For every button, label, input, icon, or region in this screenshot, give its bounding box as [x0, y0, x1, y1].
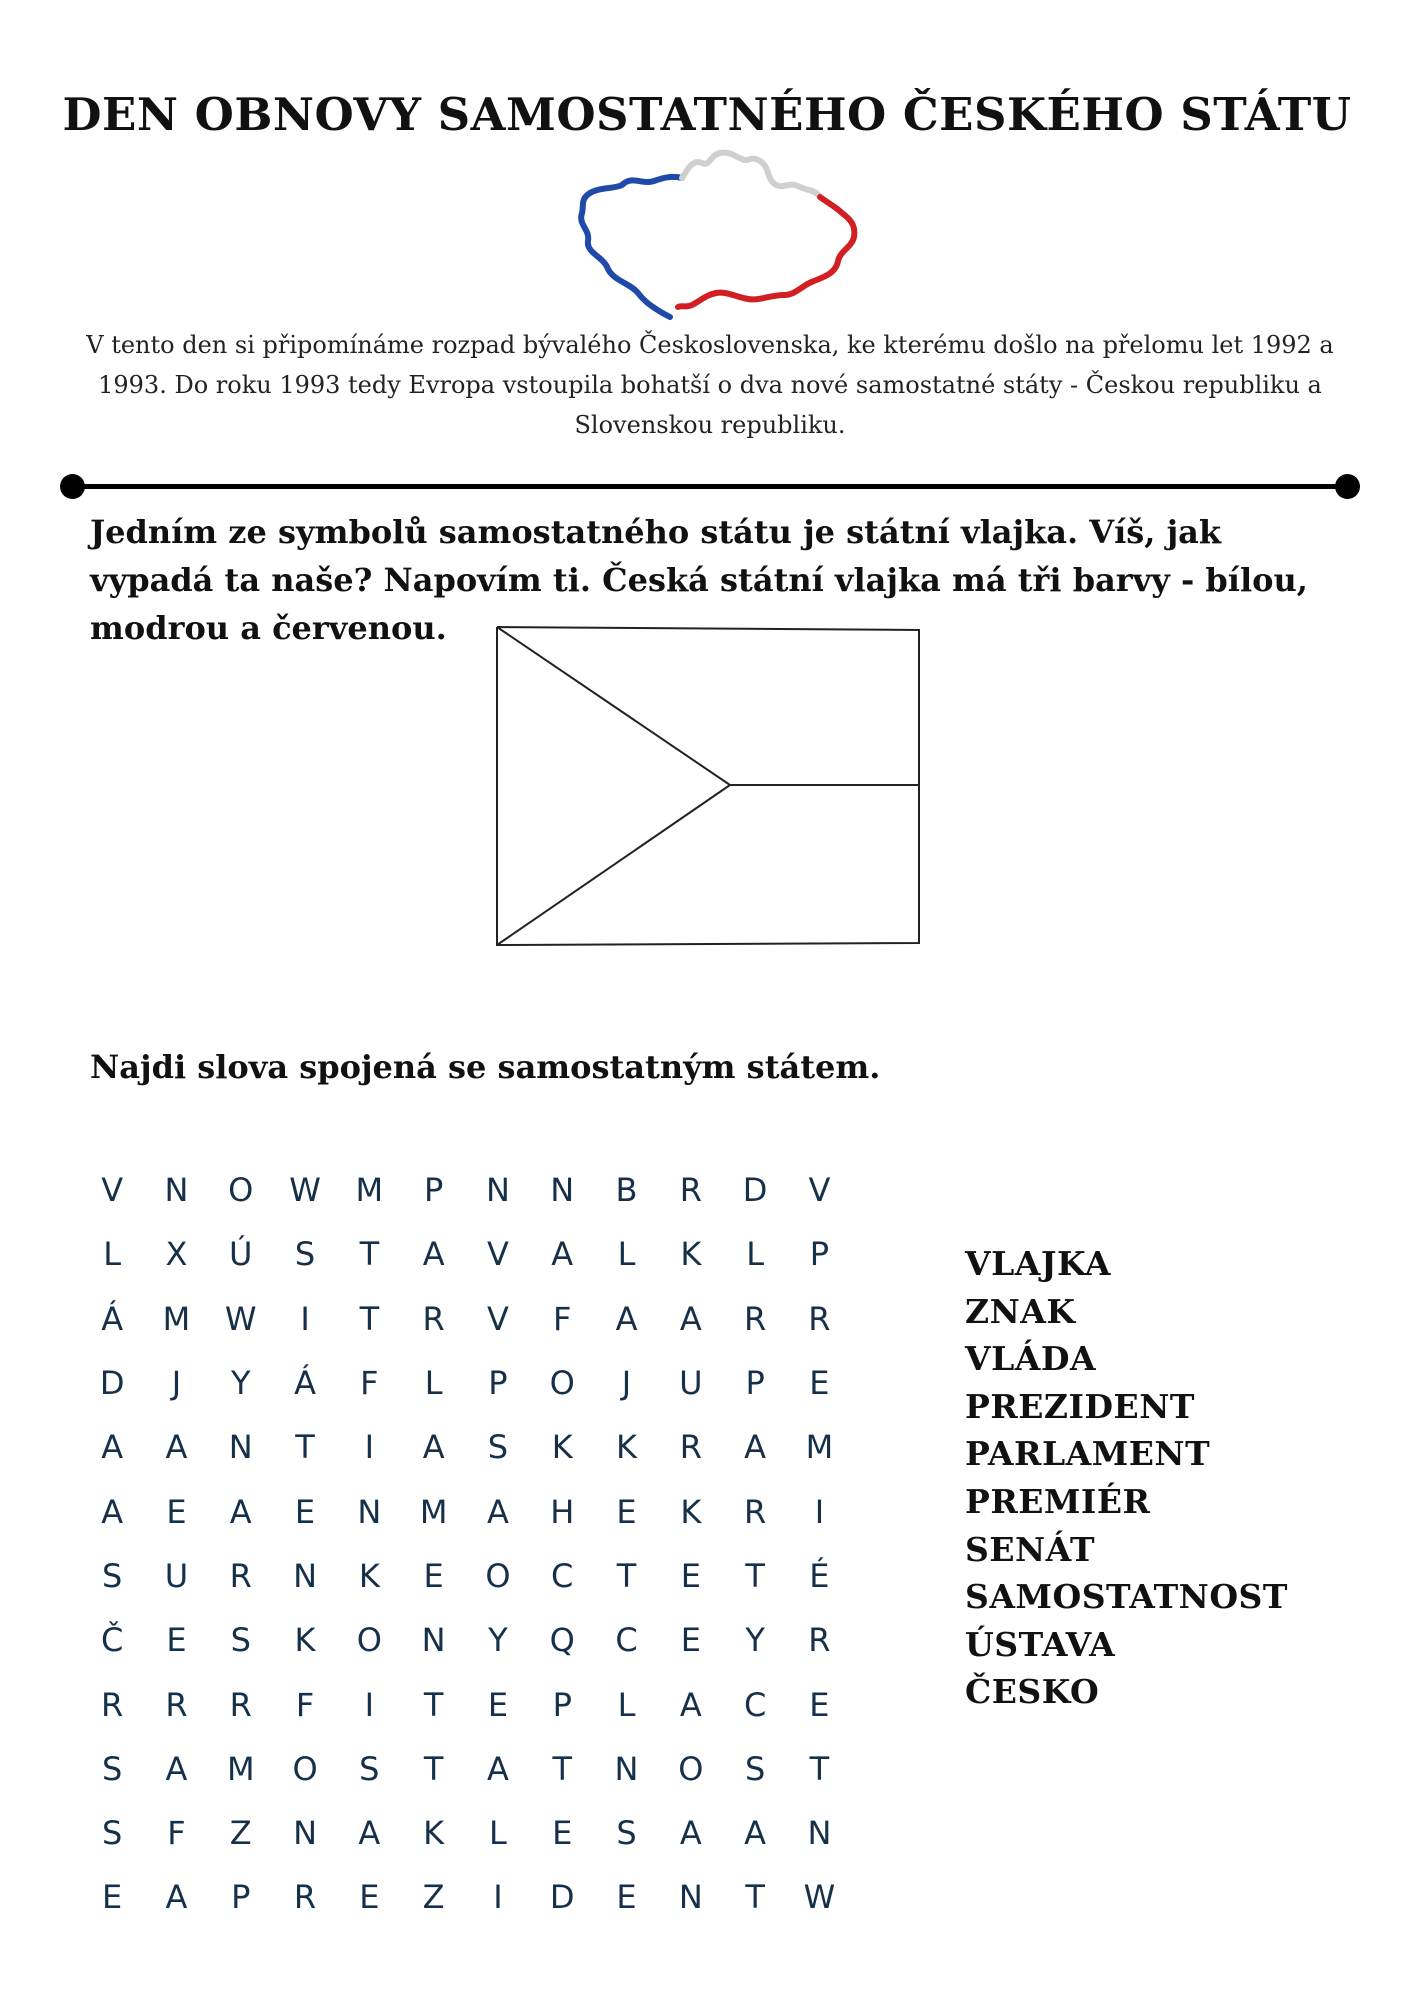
wordsearch-grid: [80, 1158, 852, 1930]
grid-letter: T: [745, 1878, 765, 1917]
grid-letter: S: [101, 1556, 123, 1595]
grid-letter: P: [745, 1364, 765, 1403]
grid-letter: R: [229, 1685, 252, 1724]
grid-letter: F: [167, 1814, 186, 1853]
grid-letter: V: [486, 1235, 509, 1274]
grid-letter: E: [359, 1878, 380, 1917]
grid-letter: O: [485, 1556, 511, 1595]
grid-letter: A: [101, 1492, 124, 1531]
grid-letter: E: [809, 1364, 830, 1403]
grid-letter: I: [364, 1685, 375, 1724]
grid-letter: W: [224, 1299, 257, 1338]
grid-letter: C: [743, 1685, 767, 1724]
grid-letter: A: [679, 1814, 702, 1853]
grid-letter: X: [165, 1235, 188, 1274]
grid-letter: T: [616, 1556, 637, 1595]
grid-letter: E: [809, 1685, 830, 1724]
grid-letter: S: [294, 1235, 316, 1274]
grid-letter: A: [229, 1492, 252, 1531]
grid-row: [80, 1415, 852, 1479]
word-list-item: PREMIÉR: [965, 1481, 1151, 1521]
grid-letter: D: [99, 1364, 125, 1403]
grid-letter: L: [617, 1685, 636, 1724]
grid-letter: A: [165, 1749, 188, 1788]
grid-letter: N: [421, 1621, 446, 1660]
grid-letter: R: [808, 1621, 831, 1660]
grid-letter: T: [359, 1235, 380, 1274]
grid-letter: N: [357, 1492, 382, 1531]
map-outline-blue: [581, 177, 682, 317]
grid-letter: A: [679, 1299, 702, 1338]
grid-letter: O: [292, 1749, 318, 1788]
grid-letter: Č: [100, 1621, 124, 1660]
grid-letter: Ú: [229, 1235, 253, 1274]
grid-letter: B: [615, 1171, 638, 1210]
grid-letter: C: [615, 1621, 638, 1660]
grid-letter: Y: [230, 1364, 251, 1403]
grid-letter: E: [423, 1556, 444, 1595]
grid-letter: T: [295, 1428, 315, 1467]
grid-letter: Á: [294, 1364, 316, 1403]
grid-letter: I: [364, 1428, 375, 1467]
grid-letter: E: [487, 1685, 509, 1724]
map-outline-red: [678, 197, 854, 307]
grid-row: [80, 1865, 852, 1929]
grid-letter: N: [293, 1814, 317, 1853]
grid-row: [80, 1479, 852, 1543]
word-list-item: PARLAMENT: [965, 1434, 1211, 1474]
czech-map-outline: [570, 145, 870, 320]
grid-row: [80, 1351, 852, 1415]
grid-letter: A: [165, 1428, 188, 1467]
grid-letter: Z: [422, 1878, 445, 1917]
grid-letter: R: [744, 1299, 767, 1338]
grid-letter: A: [101, 1428, 124, 1467]
grid-letter: T: [423, 1749, 444, 1788]
grid-letter: R: [293, 1878, 317, 1917]
grid-letter: K: [551, 1428, 573, 1467]
flag-triangle-top-edge: [497, 627, 730, 785]
grid-letter: N: [678, 1878, 703, 1917]
grid-row: [80, 1672, 852, 1736]
grid-letter: T: [359, 1299, 380, 1338]
grid-letter: I: [300, 1299, 310, 1338]
grid-letter: E: [616, 1878, 637, 1917]
grid-letter: V: [101, 1171, 124, 1210]
grid-row: [80, 1544, 852, 1608]
grid-letter: N: [485, 1171, 510, 1210]
intro-paragraph: V tento den si připomínáme rozpad bývalého Československa, ke kterému došlo na přelomu let 1992 a 1993. Do roku 1993 tedy Evropa vstoupila bohatší o dva nové samostatné státy - Českou republiku a Slovenskou republiku.: [86, 331, 1334, 439]
grid-letter: A: [422, 1235, 445, 1274]
grid-letter: E: [552, 1814, 573, 1853]
word-list-item: ZNAK: [965, 1291, 1076, 1331]
grid-letter: L: [746, 1235, 765, 1274]
grid-letter: K: [616, 1428, 638, 1467]
grid-row: [80, 1801, 852, 1865]
grid-letter: M: [162, 1299, 191, 1338]
grid-letter: O: [356, 1621, 382, 1660]
grid-letter: F: [553, 1299, 572, 1338]
grid-letter: L: [489, 1814, 507, 1853]
grid-letter: Q: [549, 1621, 575, 1660]
word-list: [965, 1240, 1288, 1716]
grid-letter: A: [615, 1299, 638, 1338]
grid-letter: J: [171, 1364, 182, 1403]
grid-row: [80, 1608, 852, 1672]
word-list-item: ČESKO: [965, 1672, 1100, 1712]
grid-letter: N: [807, 1814, 832, 1853]
grid-letter: Á: [101, 1299, 124, 1338]
grid-letter: A: [165, 1878, 188, 1917]
grid-letter: Y: [745, 1621, 765, 1660]
grid-row: [80, 1158, 852, 1222]
grid-letter: A: [679, 1685, 702, 1724]
grid-letter: E: [294, 1492, 316, 1531]
grid-letter: D: [549, 1878, 575, 1917]
divider-line: [70, 484, 1350, 489]
grid-letter: R: [808, 1299, 831, 1338]
section-divider: [60, 474, 1360, 498]
grid-letter: O: [549, 1364, 575, 1403]
grid-letter: R: [744, 1492, 767, 1531]
grid-letter: Z: [229, 1814, 252, 1853]
grid-letter: K: [423, 1814, 445, 1853]
grid-letter: T: [745, 1556, 765, 1595]
word-list-item: PREZIDENT: [965, 1386, 1195, 1426]
grid-letter: A: [744, 1428, 767, 1467]
grid-letter: O: [228, 1171, 254, 1210]
grid-letter: V: [486, 1299, 509, 1338]
grid-letter: R: [679, 1171, 702, 1210]
flag-question: Jedním ze symbolů samostatného státu je státní vlajka. Víš, jak vypadá ta naše? Napovím ti. Česká státní vlajka má tři barvy - bílou, modrou a červenou.: [90, 513, 1308, 647]
grid-letter: M: [226, 1749, 255, 1788]
grid-row: [80, 1222, 852, 1286]
grid-letter: E: [166, 1492, 187, 1531]
grid-letter: S: [616, 1814, 637, 1853]
grid-letter: E: [680, 1556, 701, 1595]
grid-letter: M: [805, 1428, 834, 1467]
flag-coloring-outline: [495, 625, 925, 950]
grid-letter: E: [166, 1621, 187, 1660]
word-list-item: SAMOSTATNOST: [965, 1577, 1288, 1617]
grid-letter: P: [488, 1364, 508, 1403]
grid-letter: P: [423, 1171, 444, 1210]
grid-letter: R: [229, 1556, 252, 1595]
grid-letter: P: [231, 1878, 251, 1917]
grid-letter: Y: [488, 1621, 508, 1660]
grid-letter: N: [614, 1749, 639, 1788]
grid-letter: H: [550, 1492, 575, 1531]
flag-triangle-bottom-edge: [497, 785, 730, 945]
grid-letter: S: [101, 1749, 123, 1788]
grid-letter: S: [359, 1749, 380, 1788]
grid-letter: O: [678, 1749, 704, 1788]
grid-letter: P: [809, 1235, 830, 1274]
divider-dot-right: [1335, 474, 1360, 499]
grid-letter: D: [742, 1171, 768, 1210]
grid-letter: T: [423, 1685, 444, 1724]
grid-letter: I: [493, 1878, 503, 1917]
grid-letter: L: [617, 1235, 636, 1274]
grid-letter: A: [422, 1428, 445, 1467]
grid-letter: A: [486, 1749, 509, 1788]
grid-letter: S: [230, 1621, 251, 1660]
grid-letter: I: [814, 1492, 825, 1531]
grid-letter: K: [680, 1235, 702, 1274]
grid-letter: S: [101, 1814, 123, 1853]
grid-letter: R: [165, 1685, 188, 1724]
grid-letter: N: [293, 1556, 317, 1595]
grid-letter: A: [358, 1814, 381, 1853]
grid-letter: É: [809, 1556, 830, 1595]
grid-letter: W: [803, 1878, 836, 1917]
word-list-item: SENÁT: [965, 1529, 1096, 1569]
grid-letter: E: [680, 1621, 701, 1660]
grid-letter: K: [294, 1621, 316, 1660]
grid-letter: R: [101, 1685, 124, 1724]
grid-letter: N: [550, 1171, 575, 1210]
wordsearch-task: Najdi slova spojená se samostatným státem.: [90, 1048, 881, 1086]
grid-letter: E: [616, 1492, 637, 1531]
grid-letter: F: [360, 1364, 379, 1403]
divider-dot-left: [60, 474, 85, 499]
grid-letter: U: [679, 1364, 703, 1403]
grid-letter: S: [744, 1749, 766, 1788]
grid-letter: T: [552, 1749, 572, 1788]
grid-letter: K: [680, 1492, 702, 1531]
grid-letter: E: [102, 1878, 123, 1917]
grid-letter: F: [295, 1685, 315, 1724]
grid-letter: R: [422, 1299, 445, 1338]
grid-letter: U: [164, 1556, 189, 1595]
word-list-item: ÚSTAVA: [965, 1624, 1116, 1664]
grid-letter: K: [358, 1556, 380, 1595]
grid-letter: W: [289, 1171, 321, 1210]
grid-letter: N: [164, 1171, 189, 1210]
grid-letter: S: [487, 1428, 509, 1467]
grid-letter: V: [808, 1171, 831, 1210]
grid-letter: N: [228, 1428, 253, 1467]
grid-letter: C: [551, 1556, 574, 1595]
grid-letter: M: [355, 1171, 384, 1210]
grid-row: [80, 1737, 852, 1801]
grid-letter: A: [486, 1492, 509, 1531]
page-title: DEN OBNOVY SAMOSTATNÉHO ČESKÉHO STÁTU: [62, 88, 1352, 141]
grid-letter: A: [744, 1814, 767, 1853]
grid-row: [80, 1287, 852, 1351]
word-list-item: VLAJKA: [965, 1244, 1111, 1283]
map-outline-white: [682, 153, 820, 197]
grid-letter: M: [419, 1492, 448, 1531]
grid-letter: L: [424, 1364, 443, 1403]
grid-letter: A: [551, 1235, 574, 1274]
grid-letter: J: [621, 1364, 632, 1403]
grid-letter: L: [103, 1235, 122, 1274]
word-list-item: VLÁDA: [965, 1339, 1097, 1379]
grid-letter: P: [552, 1685, 572, 1724]
grid-letter: T: [809, 1749, 830, 1788]
grid-letter: R: [679, 1428, 702, 1467]
